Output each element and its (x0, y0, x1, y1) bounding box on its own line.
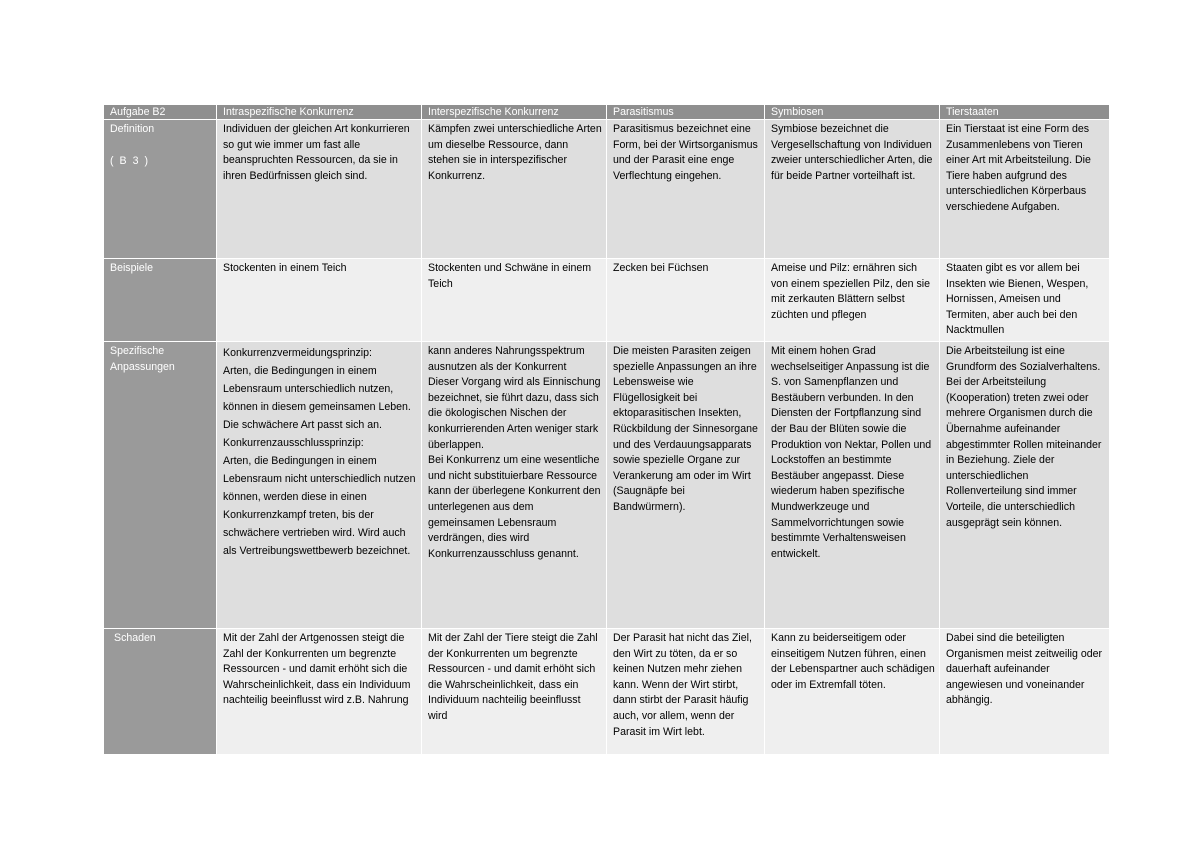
table-cell: Die Arbeitsteilung ist eine Grundform des Sozialverhaltens. Bei der Arbeitsteilung (Kooperation) treten zwei oder mehrere Organismen durch die Übernahme aufeinander abgestimmter Rollen miteinander in Beziehung. Ziele der unterschiedlichen Rollenverteilung sind immer Vorteile, die unterschiedlich ausgeprägt sein können. (940, 341, 1110, 628)
row-label-text: Schaden (114, 631, 156, 644)
table-cell: Stockenten in einem Teich (217, 259, 422, 342)
header-cell-animal-states: Tierstaaten (940, 105, 1110, 120)
row-label-text: Definition (110, 123, 155, 135)
table-cell: Individuen der gleichen Art konkurrieren so gut wie immer um fast alle beanspruchten Ressourcen, da sie in ihren Bedürfnissen gleich sind. (217, 120, 422, 259)
header-cell-symbiosis: Symbiosen (765, 105, 940, 120)
table-cell: Mit der Zahl der Artgenossen steigt die Zahl der Konkurrenten um begrenzte Ressourcen - und damit erhöht sich die Wahrscheinlichkeit, dass ein Individuum nachteilig beeinflusst wird z.B. Nahrung (217, 628, 422, 754)
row-label-damage (104, 628, 217, 754)
table-cell: Parasitismus bezeichnet eine Form, bei der Wirtsorganismus und der Parasit eine enge Verflechtung eingehen. (607, 120, 765, 259)
table-cell: Zecken bei Füchsen (607, 259, 765, 342)
comparison-table (103, 104, 1110, 755)
table-cell: Staaten gibt es vor allem bei Insekten wie Bienen, Wespen, Hornissen, Ameisen und Termiten, aber auch bei den Nacktmullen (940, 259, 1110, 342)
table-cell: Symbiose bezeichnet die Vergesellschaftung von Individuen zweier unterschiedlicher Arten, die für beide Partner vorteilhaft ist. (765, 120, 940, 259)
table-row-examples (104, 259, 1110, 342)
row-label-text: Beispiele (110, 262, 153, 274)
table-row-definition (104, 120, 1110, 259)
row-label-definition (104, 120, 217, 259)
header-cell-task: Aufgabe B2 (104, 105, 217, 120)
table-cell: Dabei sind die beteiligten Organismen meist zeitweilig oder dauerhaft aufeinander angewiesen und voneinander abhängig. (940, 628, 1110, 754)
header-cell-parasitism: Parasitismus (607, 105, 765, 120)
header-cell-interspecific: Interspezifische Konkurrenz (422, 105, 607, 120)
table-cell: Mit der Zahl der Tiere steigt die Zahl der Konkurrenten um begrenzte Ressourcen - und damit erhöht sich die Wahrscheinlichkeit, dass ein Individuum nachteilig beeinflusst wird (422, 628, 607, 754)
row-label-adaptations (104, 341, 217, 628)
table-cell: Kämpfen zwei unterschiedliche Arten um dieselbe Ressource, dann stehen sie in interspezifischer Konkurrenz. (422, 120, 607, 259)
table-cell: Die meisten Parasiten zeigen spezielle Anpassungen an ihre Lebensweise wie Flügellosigkeit bei ektoparasitischen Insekten, Rückbildung der Sinnesorgane und des Verdauungsapparats sowie spezielle Organe zur Verankerung am oder im Wirt (Saugnäpfe bei Bandwürmern). (607, 341, 765, 628)
table-cell: Mit einem hohen Grad wechselseitiger Anpassung ist die S. von Samenpflanzen und Bestäubern verbunden. In den Diensten der Fortpflanzung sind der Bau der Blüten sowie die Produktion von Nektar, Pollen und Lockstoffen an bestimmte Bestäuber angepasst. Diese wiederum haben spezifische Mundwerkzeuge und Sammelvorrichtungen sowie bestimmte Verhaltensweisen entwickelt. (765, 341, 940, 628)
table-cell: Konkurrenzvermeidungsprinzip: Arten, die Bedingungen in einem Lebensraum unterschiedlich nutzen, können in diesem gemeinsamen Leben. Die schwächere Art passt sich an. Konkurrenzausschlussprinzip: Arten, die Bedingungen in einem Lebensraum nicht unterschiedlich nutzen können, werden diese in einen Konkurrenzkampf treten, bis der schwächere vertrieben wird. Wird auch als Vertreibungswettbewerb bezeichnet. (217, 341, 422, 628)
row-label-text: Spezifische Anpassungen (110, 344, 175, 373)
header-row (104, 105, 1110, 120)
table-cell: Stockenten und Schwäne in einem Teich (422, 259, 607, 342)
header-cell-intraspecific: Intraspezifische Konkurrenz (217, 105, 422, 120)
table-cell: Der Parasit hat nicht das Ziel, den Wirt zu töten, da er so keinen Nutzen mehr ziehen kann. Wenn der Wirt stirbt, dann stirbt der Parasit häufig auch, vor allem, wenn der Parasit im Wirt lebt. (607, 628, 765, 754)
table-row-damage (104, 628, 1110, 754)
table-cell: Ameise und Pilz: ernähren sich von einem speziellen Pilz, den sie mit zerkauten Blättern selbst züchten und pflegen (765, 259, 940, 342)
row-sublabel-text: (B3) (110, 154, 155, 167)
table-row-adaptations (104, 341, 1110, 628)
comparison-sheet (103, 104, 1109, 755)
table-cell: Kann zu beiderseitigem oder einseitigem Nutzen führen, einen der Lebenspartner auch schädigen oder im Extremfall töten. (765, 628, 940, 754)
row-label-examples (104, 259, 217, 342)
table-cell: Ein Tierstaat ist eine Form des Zusammenlebens von Tieren einer Art mit Arbeitsteilung. Die Tiere haben aufgrund des unterschiedlichen Körperbaus verschiedene Aufgaben. (940, 120, 1110, 259)
table-cell: kann anderes Nahrungsspektrum ausnutzen als der Konkurrent Dieser Vorgang wird als Einnischung bezeichnet, sie führt dazu, dass sich die ökologischen Nischen der konkurrierenden Arten weniger stark überlappen. Bei Konkurrenz um eine wesentliche und nicht substituierbare Ressource kann der überlegene Konkurrent den unterlegenen aus dem gemeinsamen Lebensraum verdrängen, dies wird Konkurrenzausschluss genannt. (422, 341, 607, 628)
